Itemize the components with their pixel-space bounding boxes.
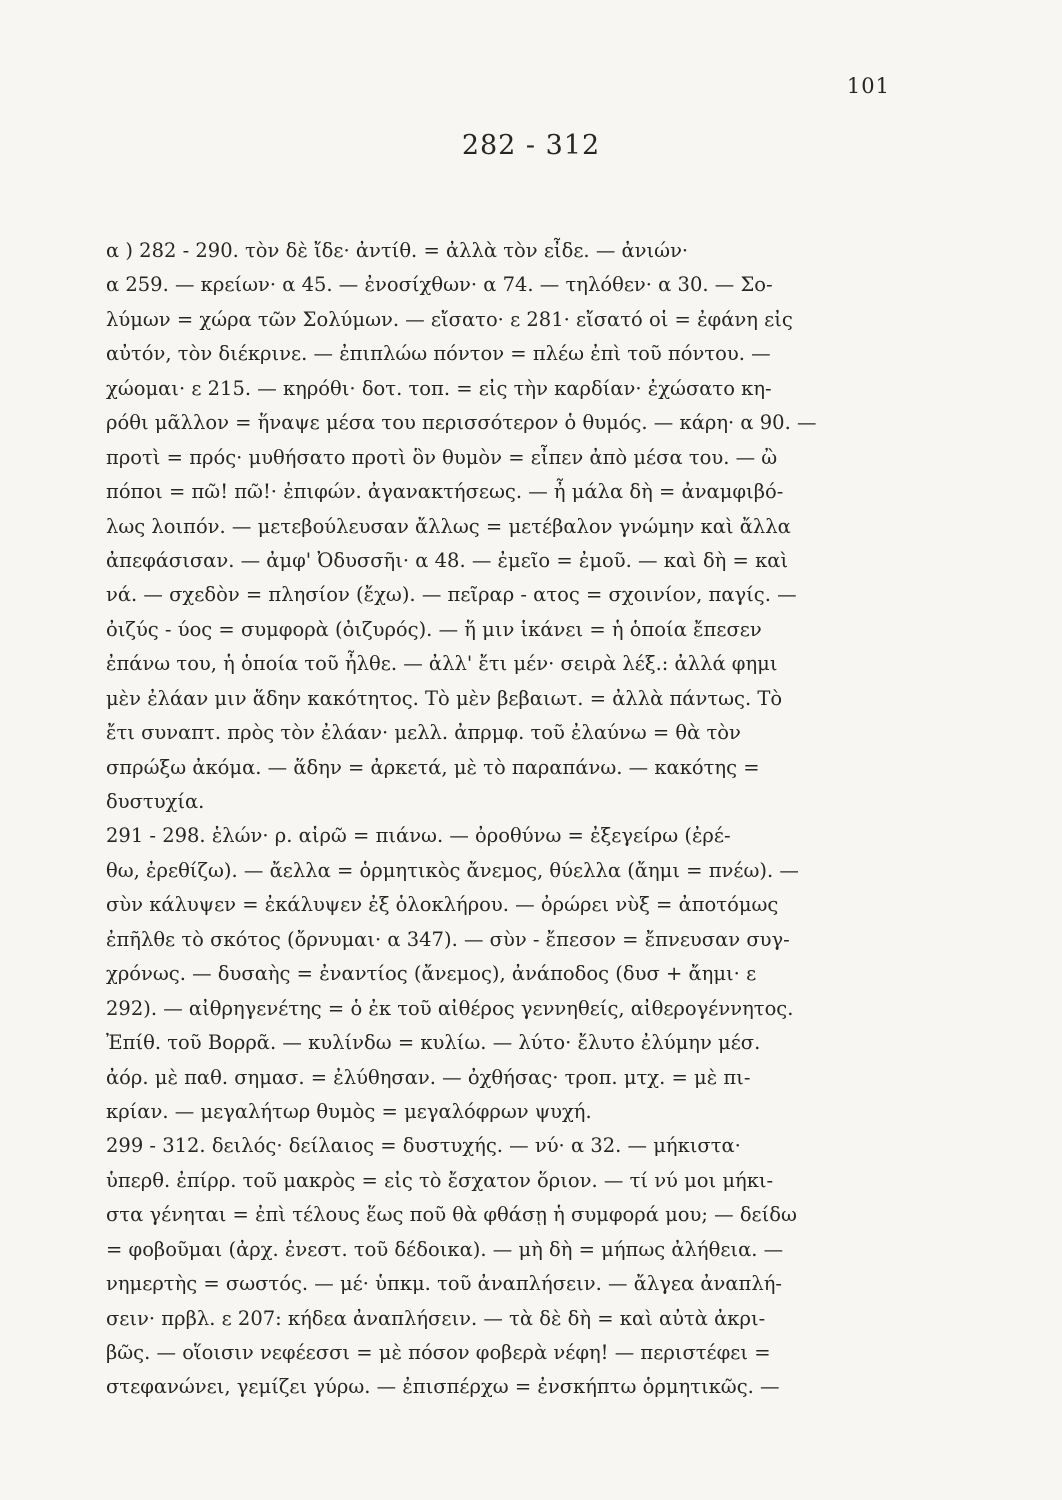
text-line: ἐπῆλθε τὸ σκότος (ὄρνυμαι· α 347). — σὺν - ἔπεσον = ἔπνευσαν συγ- <box>106 927 790 951</box>
text-line: προτὶ = πρός· μυθήσατο προτὶ ὃν θυμὸν = εἶπεν ἀπὸ μέσα του. — ὢ <box>106 445 778 469</box>
text-line: ἀπεφάσισαν. — ἀμφ' Ὀδυσσῆι· α 48. — ἐμεῖο = ἐμοῦ. — καὶ δὴ = καὶ <box>106 548 789 572</box>
text-line: στεφανώνει, γεμίζει γύρω. — ἐπισπέρχω = ἐνσκήπτω ὁρμητικῶς. — <box>106 1375 780 1399</box>
text-line: σειν· πρβλ. ε 207: κήδεα ἀναπλήσειν. — τὰ δὲ δὴ = καὶ αὐτὰ ἀκρι- <box>106 1306 766 1330</box>
text-line: 299 - 312. δειλός· δείλαιος = δυστυχής. — νύ· α 32. — μήκιστα· <box>106 1134 741 1158</box>
text-line: = φοβοῦμαι (ἀρχ. ἐνεστ. τοῦ δέδοικα). — μὴ δὴ = μήπως ἀλήθεια. — <box>106 1237 784 1261</box>
text-line: αὐτόν, τὸν διέκρινε. — ἐπιπλώω πόντον = πλέω ἐπὶ τοῦ πόντου. — <box>106 342 771 366</box>
section-heading: 282 - 312 <box>461 130 601 161</box>
text-line: μὲν ἐλάαν μιν ἅδην κακότητος. Τὸ μὲν βεβαιωτ. = ἀλλὰ πάντως. Τὸ <box>106 686 783 710</box>
commentary-text <box>106 234 956 1405</box>
text-line: σπρώξω ἀκόμα. — ἅδην = ἀρκετά, μὲ τὸ παραπάνω. — κακότης = <box>106 755 760 779</box>
text-line: βῶς. — οἵοισιν νεφέεσσι = μὲ πόσον φοβερὰ νέφη! — περιστέφει = <box>106 1341 771 1364</box>
page-number: 101 <box>846 74 890 98</box>
text-line: στα γένηται = ἐπὶ τέλους ἕως ποῦ θὰ φθάσῃ ἡ συμφορά μου; — δείδω <box>106 1203 797 1227</box>
text-line: λως λοιπόν. — μετεβούλευσαν ἄλλως = μετέβαλον γνώμην καὶ ἄλλα <box>106 514 791 538</box>
text-line: δυστυχία. <box>106 790 205 813</box>
text-line: νά. — σχεδὸν = πλησίον (ἔχω). — πεῖραρ - ατος = σχοινίον, παγίς. — <box>106 583 797 607</box>
text-line: α 259. — κρείων· α 45. — ἐνοσίχθων· α 74. — τηλόθεν· α 30. — Σο- <box>106 273 773 297</box>
text-line: θω, ἐρεθίζω). — ἄελλα = ὁρμητικὸς ἄνεμος, θύελλα (ἄημι = πνέω). — <box>106 858 799 882</box>
text-line: ρόθι μᾶλλον = ἥναψε μέσα του περισσότερον ὁ θυμός. — κάρη· α 90. — <box>106 411 817 435</box>
text-line: ἀόρ. μὲ παθ. σημασ. = ἐλύθησαν. — ὀχθήσας· τροπ. μτχ. = μὲ πι- <box>106 1065 751 1089</box>
text-line: 291 - 298. ἑλών· ρ. αἱρῶ = πιάνω. — ὀροθύνω = ἐξεγείρω (ἐρέ- <box>106 824 731 848</box>
text-line: α ) 282 - 290. τὸν δὲ ἴδε· ἀντίθ. = ἀλλὰ τὸν εἶδε. — ἀνιών· <box>106 239 689 262</box>
text-line: χώομαι· ε 215. — κηρόθι· δοτ. τοπ. = εἰς τὴν καρδίαν· ἐχώσατο κη- <box>106 376 772 400</box>
text-line: Ἐπίθ. τοῦ Βορρᾶ. — κυλίνδω = κυλίω. — λύτο· ἔλυτο ἐλύμην μέσ. <box>106 1031 761 1055</box>
text-line: χρόνως. — δυσαὴς = ἐναντίος (ἄνεμος), ἀνάποδος (δυσ + ἄημι· ε <box>106 962 757 986</box>
text-line: κρίαν. — μεγαλήτωρ θυμὸς = μεγαλόφρων ψυχή. <box>106 1099 592 1123</box>
text-line: νημερτὴς = σωστός. — μέ· ὑπκμ. τοῦ ἀναπλήσειν. — ἄλγεα ἀναπλή- <box>106 1272 782 1296</box>
text-line: ὀιζύς - ύος = συμφορὰ (ὀιζυρός). — ἥ μιν ἱκάνει = ἡ ὁποία ἔπεσεν <box>106 617 762 641</box>
text-line: ἔτι συναπτ. πρὸς τὸν ἐλάαν· μελλ. ἀπρμφ. τοῦ ἐλαύνω = θὰ τὸν <box>106 721 741 745</box>
text-line: πόποι = πῶ! πῶ!· ἐπιφών. ἀγανακτήσεως. — ἦ μάλα δὴ = ἀναμφιβό- <box>106 480 784 504</box>
text-line: λύμων = χώρα τῶν Σολύμων. — εἴσατο· ε 281· εἴσατό οἱ = ἐφάνη εἰς <box>106 307 793 331</box>
text-line: ἐπάνω του, ἡ ὁποία τοῦ ἦλθε. — ἀλλ' ἔτι μέν· σειρὰ λέξ.: ἀλλά φημι <box>106 652 778 676</box>
text-line: ὑπερθ. ἐπίρρ. τοῦ μακρὸς = εἰς τὸ ἔσχατον ὅριον. — τί νύ μοι μήκι- <box>106 1168 774 1192</box>
text-line: σὺν κάλυψεν = ἐκάλυψεν ἐξ ὁλοκλήρου. — ὀρώρει νὺξ = ἀποτόμως <box>106 893 779 917</box>
text-line: 292). — αἰθρηγενέτης = ὁ ἐκ τοῦ αἰθέρος γεννηθείς, αἰθερογέννητος. <box>106 996 794 1020</box>
